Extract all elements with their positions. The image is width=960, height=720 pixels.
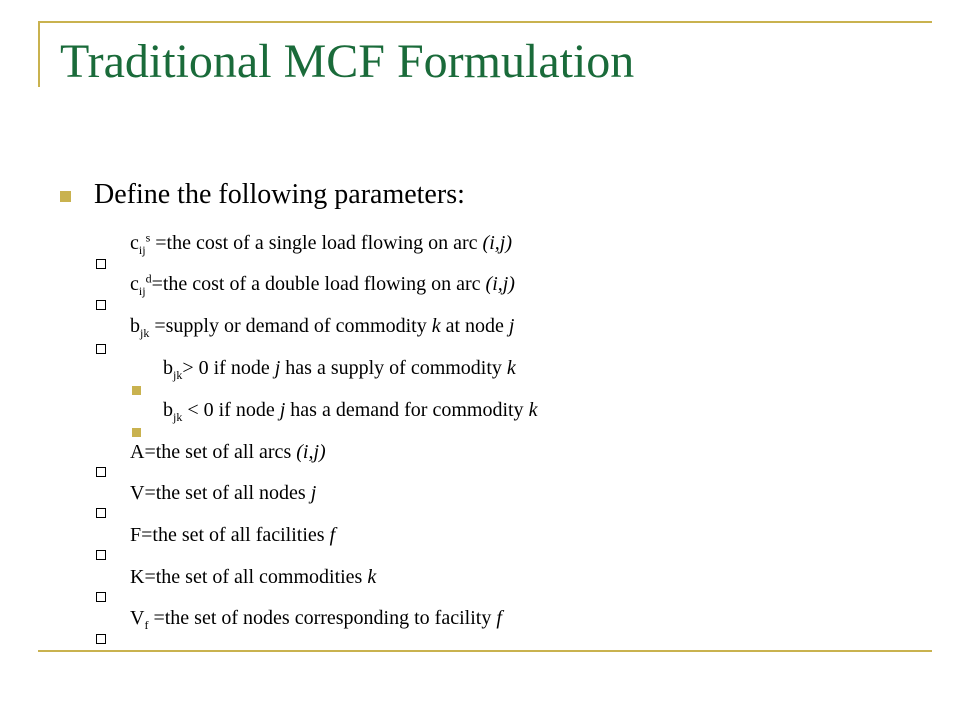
filled-square-bullet-icon <box>132 428 141 437</box>
commodity-variable: k <box>528 399 538 421</box>
param-A <box>130 442 326 462</box>
param-b <box>130 315 515 340</box>
slide-title: Traditional MCF Formulation <box>60 35 635 88</box>
condition-cont: has a demand for commodity <box>285 399 529 421</box>
filled-square-bullet-icon <box>60 191 71 202</box>
hollow-square-bullet-icon <box>96 259 106 269</box>
symbol: b <box>163 399 173 421</box>
definition: =the cost of a double load flowing on arc <box>151 273 486 295</box>
symbol: c <box>130 232 139 254</box>
hollow-square-bullet-icon <box>96 467 106 477</box>
subscript: ij <box>138 284 146 298</box>
arc-variable: (i,j) <box>482 232 512 254</box>
commodity-variable: k <box>431 315 441 337</box>
node-variable: j <box>508 315 515 337</box>
subscript: f <box>144 618 149 632</box>
param-F <box>130 525 335 545</box>
definition-cont: at node <box>440 315 509 337</box>
intro-text: Define the following parameters: <box>94 179 465 210</box>
facility-variable: f <box>329 524 336 546</box>
param-Vf <box>130 607 502 632</box>
hollow-square-bullet-icon <box>96 300 106 310</box>
symbol: b <box>130 315 140 337</box>
param-b-supply <box>163 357 516 382</box>
bottom-rule <box>38 650 932 652</box>
node-variable: j <box>279 399 286 421</box>
commodity-variable: k <box>506 357 516 379</box>
definition: =supply or demand of commodity <box>149 315 432 337</box>
superscript: d <box>145 271 152 286</box>
superscript: s <box>145 230 151 245</box>
subscript: ij <box>138 243 146 257</box>
definition: =the set of nodes corresponding to facility <box>148 607 497 629</box>
definition: A=the set of all arcs <box>130 441 297 463</box>
param-c-double <box>130 271 515 298</box>
condition-cont: has a supply of commodity <box>280 357 507 379</box>
symbol: c <box>130 273 139 295</box>
left-rule <box>38 21 40 87</box>
definition: F=the set of all facilities <box>130 524 330 546</box>
condition: < 0 if node <box>182 399 280 421</box>
condition: > 0 if node <box>182 357 275 379</box>
arc-variable: (i,j) <box>485 273 515 295</box>
definition: K=the set of all commodities <box>130 566 368 588</box>
symbol: V <box>130 607 145 629</box>
facility-variable: f <box>496 607 502 629</box>
definition: =the cost of a single load flowing on arc <box>150 232 483 254</box>
subscript: jk <box>173 368 183 382</box>
param-K <box>130 567 376 587</box>
param-V <box>130 483 316 503</box>
node-variable: j <box>274 357 281 379</box>
definition: V=the set of all nodes <box>130 482 311 504</box>
param-c-single <box>130 230 512 257</box>
symbol: b <box>163 357 173 379</box>
filled-square-bullet-icon <box>132 386 141 395</box>
hollow-square-bullet-icon <box>96 550 106 560</box>
commodity-variable: k <box>367 566 377 588</box>
arc-variable: (i,j) <box>296 441 326 463</box>
hollow-square-bullet-icon <box>96 634 106 644</box>
node-variable: j <box>310 482 317 504</box>
hollow-square-bullet-icon <box>96 508 106 518</box>
hollow-square-bullet-icon <box>96 592 106 602</box>
subscript: jk <box>140 326 150 340</box>
subscript: jk <box>173 410 183 424</box>
param-b-demand <box>163 399 538 424</box>
top-rule <box>38 21 932 23</box>
hollow-square-bullet-icon <box>96 344 106 354</box>
